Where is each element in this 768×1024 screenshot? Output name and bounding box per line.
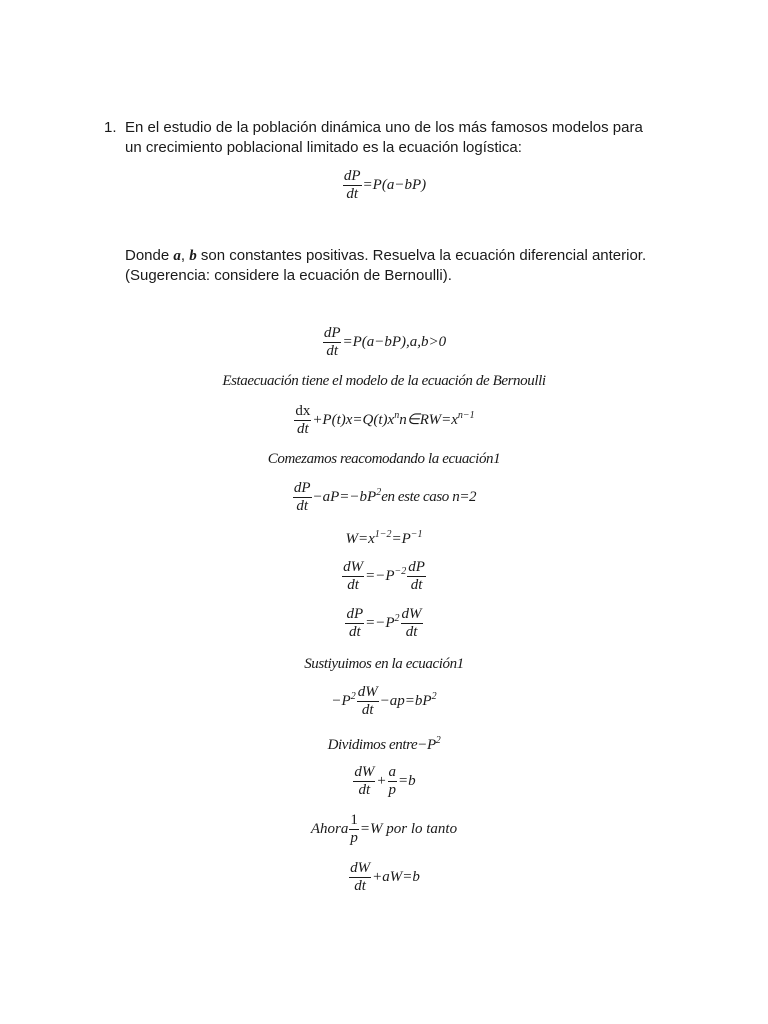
statement-line-2: (Sugerencia: considere la ecuación de Bernoulli). [125,267,452,284]
equation-7: $-P^2$ $\frac{dW}{dt}$ $-ap=bP^2$ [331,684,437,718]
equation-3: $\frac{dP}{dt}$ $-aP=-bP^2en$ este caso n=2 [293,480,477,514]
problem-number: 1. [104,119,117,136]
text-bernoulli-model: Estaecuación tiene el modelo de la ecuación de Bernoulli [222,373,546,389]
logistic-equation: $\frac{dP}{dt}$ =P(a−bP) [343,168,427,202]
equation-1: $\frac{dP}{dt}$ =P(a−bP),a,b>0 [323,325,447,359]
text-rearrange: Comezamos reacomodando la ecuación1 [267,451,501,467]
problem-text-line-1: En el estudio de la población dinámica uno de los más famosos modelos para [125,119,643,136]
problem-text-line-2: un crecimiento poblacional limitado es la ecuación logística: [125,139,522,156]
equation-5: $\frac{dW}{dt}$ $=-P^{-2}$ $\frac{dP}{dt}$ [343,559,425,593]
problem-1 [104,118,704,158]
equation-9: Ahora $\frac{1}{p}$ =W por lo tanto [310,812,458,846]
equation-6: $\frac{dP}{dt}$ $=-P^2$ $\frac{dW}{dt}$ [346,606,422,640]
equation-8: $\frac{dW}{dt}$ + $\frac{a}{p}$ =b [354,764,416,798]
text-divide: Dividimos $entre-P^2$ [327,735,441,753]
problem-statement [125,246,725,286]
text-substitute: Sustiyuimos en la ecuación1 [304,656,464,672]
equation-4: $W=x^{1-2}=P^{-1}$ [345,529,423,547]
equation-10: $\frac{dW}{dt}$ +aW=b [350,860,420,894]
statement-line-1: Donde a, b son constantes positivas. Resuelva la ecuación diferencial anterior. [125,247,647,264]
equation-bernoulli: $\frac{dx}{dt}$ $+P(t)x=Q(t)x^nn\in RW=x^{n-1}$ [295,403,475,437]
variable-a: a [173,248,181,264]
variable-b: b [189,248,197,264]
